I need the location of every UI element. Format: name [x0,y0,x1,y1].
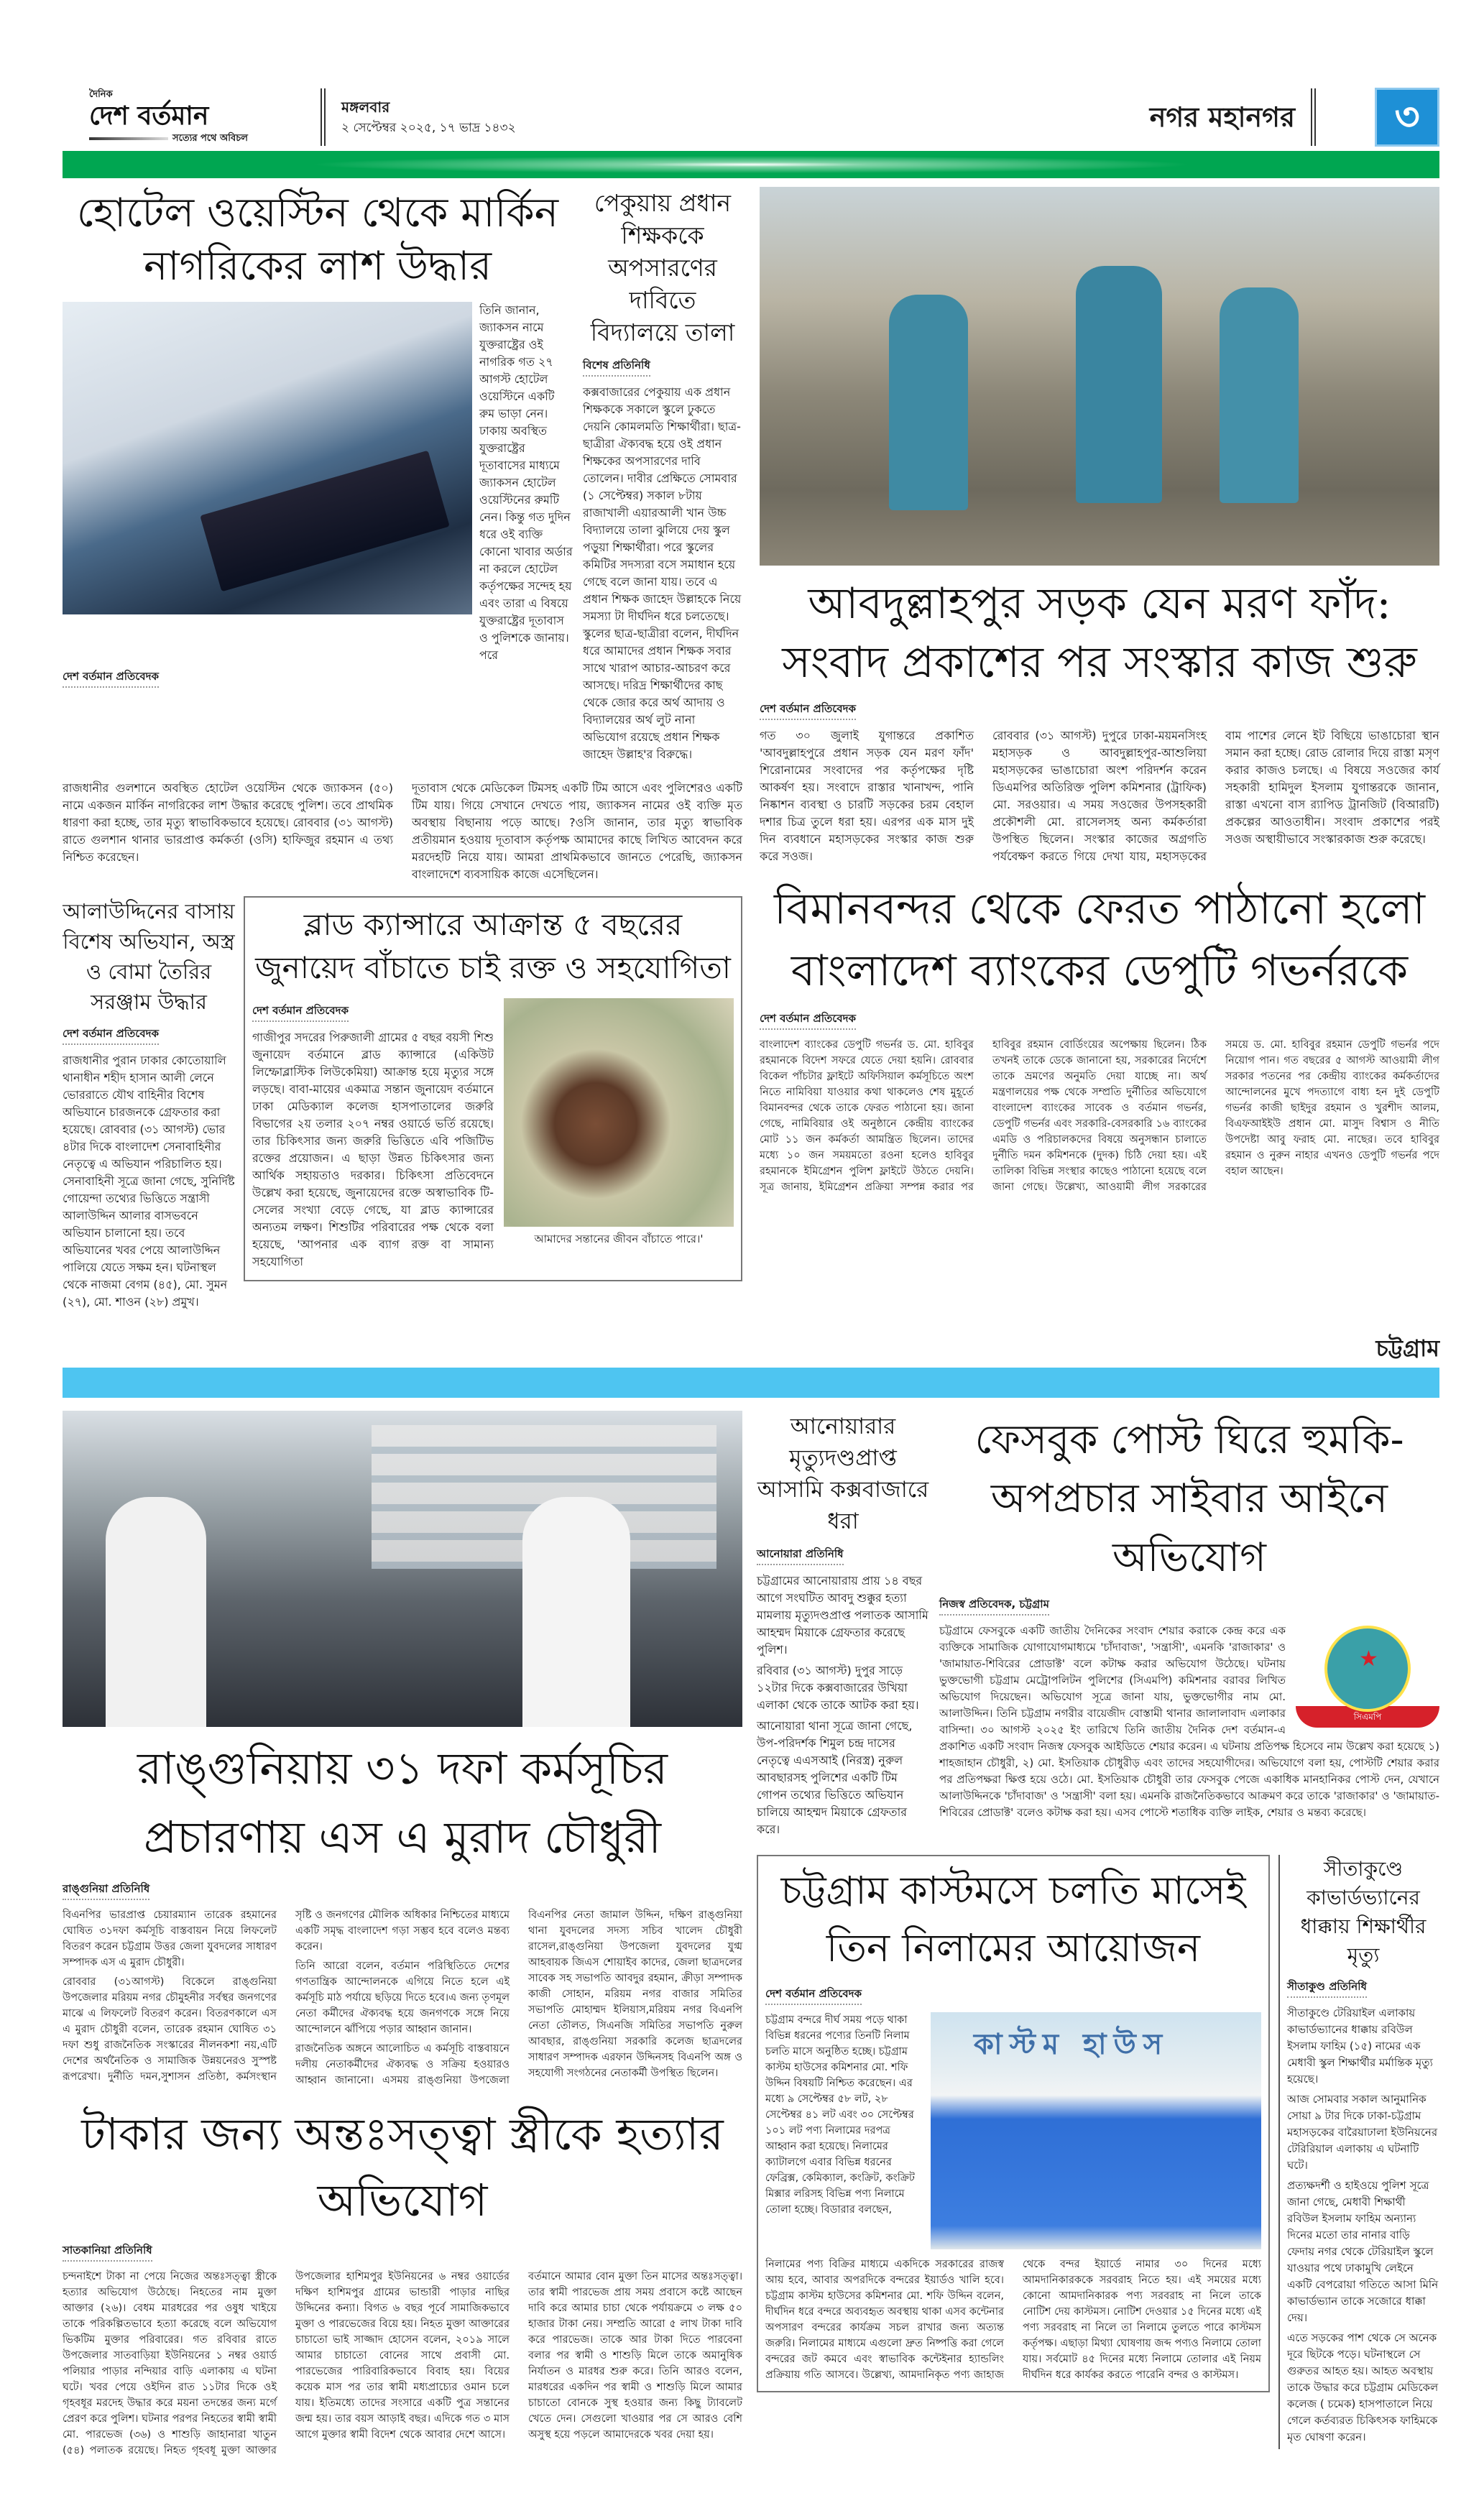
issue-info [341,96,1134,138]
pekua-byline: বিশেষ প্রতিনিধি [583,357,650,377]
rangunia-story [63,1734,742,2088]
pekua-story [583,187,742,767]
cmp-logo-ribbon: সিএমপি [1296,1706,1439,1728]
abdullahpur-headline[interactable]: আবদুল্লাহপুর সড়ক যেন মরণ ফাঁদ: সংবাদ প্রকাশের পর সংস্কার কাজ শুরু [782,579,1417,688]
paragraph: তিনি আরো বলেন, বর্তমান পরিস্থিতিতে দেশের গণতান্ত্রিক আন্দোলনকে এগিয়ে নিতে হলে এই কর্মসূচি মাঠ পর্যায়ে ছড়িয়ে দিতে হবে।এ জন্য তৃণমূল নেতা কর্মীদের ঐক্যবদ্ধ হয়ে জনগণকে সঙ্গে নিয়ে আন্দোলনে ঝাঁপিয়ে পড়ার আহ্বান জানান। [295,1960,510,2035]
paragraph: বাংলাদেশ ব্যাংকের ডেপুটি গভর্নর ড. মো. হাবিবুর রহমানকে বিদেশ সফরে যেতে দেয়া হয়নি। রোববার বিকেল পাঁচটার ফ্লাইটে অফিসিয়াল কর্মসূচিতে অংশ নিতে নামিবিয়া যাওয়ার কথা থাকলেও শেষ মুহূর্তে বিমানবন্দর থেকে তাকে ফেরত পাঠানো হয়। জানা গেছে, নামিবিয়ার ওই অনুষ্ঠানে কেন্দ্রীয় ব্যাংকের মোট ১১ জন কর্মকর্তা আমন্ত্রিত ছিলেন। তাদের মধ্যে ১০ জন সময়মতো রওনা হলেও হাবিবুর রহমানকে ইমিগ্রেশন পুলিশ ফ্লাইটে উঠতে দেয়নি। সূত্র জানায়, ইমিগ্রেশন প্রক্রিয়া সম্পন্ন করার পর হাবিবুর রহমান বোর্ডিংয়ের অপেক্ষায় ছিলেন। ঠিক তখনই তাকে ডেকে জানানো হয়, সরকারের নির্দেশে তাকে ভ্রমণের অনুমতি দেয়া যাচ্ছে না। অর্থ মন্ত্রণালয়ের পক্ষ থেকে সম্প্রতি দুর্নীতির অভিযোগে বাংলাদেশ ব্যাংকের সাবেক ও বর্তমান গভর্নর, ডেপুটি গভর্নর এবং সরকারি-বেসরকারি ১৬ ব্যাংকের এমডি ও পরিচালকদের বিষয়ে অনুসন্ধান চালাতে দুর্নীতি দমন কমিশনকে (দুদক) চিঠি দেয়া হয়। এই তালিকা বিভিন্ন সংস্থার কাছেও পাঠানো হয়েছে বলে জানা গেছে। উল্লেখ্য, আওয়ামী লীগ সরকারের সময়ে ড. মো. হাবিবুর রহমান ডেপুটি গভর্নর পদে নিয়োগ পান। গত বছরের ৫ আগস্ট আওয়ামী লীগ সরকার পতনের পর কেন্দ্রীয় ব্যাংকের কর্মকর্তাদের আন্দোলনের মুখে পদত্যাগে বাধ্য হন দুই ডেপুটি গভর্নর কাজী ছাইদুর রহমান ও খুরশীদ আলম, বিএফআইইউ প্রধান মো. মাসুদ বিশ্বাস ও নীতি উপদেষ্টা আবু ফরাহ মো. নাছের। তবে হাবিবুর রহমান ও নুরুন নাহার এখনও ডেপুটি গভর্নর পদে বহাল আছেন। [760,1039,1439,1193]
taka-body [63,2269,742,2459]
logo-name: দেশ বর্তমান [89,101,209,131]
paragraph: রাজধানীর পুরান ঢাকার কোতোয়ালি থানাধীন শহীদ হাসান আলী লেনে ভোররাতে যৌথ বাহিনীর বিশেষ অভিযানে চারজনকে গ্রেফতার করা হয়েছে। রোববার (৩১ আগস্ট) ভোর ৪টার দিকে বাংলাদেশ সেনাবাহিনীর নেতৃত্বে এ অভিযান পরিচালিত হয়। সেনাবাহিনী সূত্রে জানা গেছে, সুনির্দিষ্ট গোয়েন্দা তথ্যের ভিত্তিতে সন্ত্রাসী আলাউদ্দিন আলার বাসভবনে অভিযান চালানো হয়। তবে অভিযানের খবর পেয়ে আলাউদ্দিন পালিয়ে যেতে সক্ষম হন। ঘটনাস্থল থেকে নাজমা বেগম (৪৫), মো. সুমন (২৭), মো. শাওন (২৮) প্রমুখ। [63,1054,235,1309]
leaflet-distribution-photo [63,1411,742,1727]
cmp-police-logo [1296,1626,1439,1728]
people-figure [522,1497,630,1727]
paragraph: রাজধানীর গুলশানে অবস্থিত হোটেল ওয়েস্টিন থেকে জ্যাকসন (৫০) নামে একজন মার্কিন নাগরিকের লাশ উদ্ধার করেছে পুলিশ। তবে প্রাথমিক ধারণা করা হচ্ছে, তার মৃত্যু স্বাভাবিকভাবে হয়েছে। রোববার (৩১ আগস্ট) রাতে গুলশান থানার ভারপ্রাপ্ত কর্মকর্তা (ওসি) হাফিজুর রহমান এ তথ্য নিশ্চিত করেছেন। [63,781,393,864]
alauddin-headline[interactable]: আলাউদ্দিনের বাসায় বিশেষ অভিযান, অস্ত্র ও বোমা তৈরির সরঞ্জাম উদ্ধার [63,899,235,1014]
paragraph: চন্দনাইশে টাকা না পেয়ে নিজের অন্তঃসত্ত্বা স্ত্রীকে হত্যার অভিযোগ উঠেছে। নিহতের নাম মুক্তা আক্তার (২৬)। বেধম মারধরের পর ওষুধ খাইয়ে তাকে পরিকল্পিতভাবে হত্যা করেছে বলে অভিযোগ ভিকটিম মুক্তার পরিবারের। গত রবিবার রাতে উপজেলার সাতবাড়িয়া ইউনিয়নের ১ নম্বর ওয়ার্ড পলিয়ার পাড়ার নন্দিয়ার বাড়ি এলাকায় এ ঘটনা ঘটে। খবর পেয়ে ওইদিন রাত ১১টার দিকে ওই গৃহবধূর মরদেহ উদ্ধার করে ময়না তদন্তের জন্য মর্গে প্রেরণ করে পুলিশ। ঘটনার পরপর নিহতের স্বামী স্বামী মো. পারভেজ (৩৬) ও শাশুড়ি জাহানারা খাতুন (৫৪) পলাতক রয়েছে। নিহত গৃহবধূ মুক্তা আক্তার উপজেলার হাশিমপুর ইউনিয়নের ৬ নম্বর ওয়ার্ডের দক্ষিণ হাশিমপুর গ্রামের ভান্ডারী পাড়ার নাছির উদ্দিনের কন্যা। বিগত ৬ বছর পূর্বে সামাজিকভাবে মুক্তা ও পারভেজের বিয়ে হয়। নিহত মুক্তা আক্তারের চাচাতো ভাই সাজ্জাদ হোসেন বলেন, ২০১৯ সালে আমার চাচাতো বোনের সাথে প্রবাসী মো. পারভেজের পারিবারিকভাবে বিবাহ হয়। বিয়ের কয়েক মাস পর তার স্বামী মধ্যপ্রাচ্যের ওমান চলে যায়। ইতিমধ্যে তাদের সংসারে একটি পুত্র সন্তানের জন্ম হয়। তার বয়স আড়াই বছর। এদিকে গত ৩ মাস আগে মুক্তার স্বামী বিদেশ থেকে আবার দেশে আসে। [63,2271,510,2456]
pekua-headline[interactable]: পেকুয়ায় প্রধান শিক্ষককে অপসারণের দাবিতে বিদ্যালয়ে তালা [590,189,735,346]
road-inspection-photo [760,187,1439,566]
custom-house-photo [931,2012,1261,2249]
paragraph: গত ৩০ জুলাই যুগান্তরে প্রকাশিত 'আবদুল্লাহপুরে প্রধান সড়ক যেন মরণ ফাঁদ' শিরোনামের সংবাদের পর কর্তৃপক্ষের দৃষ্টি আকর্ষণ হয়। সংবাদে রাস্তার খানাখন্দ, পানি নিষ্কাশন ব্যবস্থা ও চারটি সড়কের চরম বেহাল দশার চিত্র তুলে ধরা হয়। এরপর এক মাস দুই দিন ব্যবধানে মহাসড়কের সংস্কার কাজ শুরু করে সওজ। [760,729,974,863]
anowara-byline: আনোয়ারা প্রতিনিধি [757,1546,844,1565]
bangladesh-bank-body [760,1037,1439,1195]
paragraph: দূতাবাস থেকে মেডিকেল টিমসহ একটি টিম আসে এবং পুলিশেরও একটি টিম যায়। গিয়ে সেখানে দেখতে পায়, জ্যাকসন নামের ওই ব্যক্তি মৃত অবস্থায় বিছানায় পড়ে আছে। ?ওসি জানান, তার মৃত্যু স্বাভাবিক প্রতীয়মান হওয়ায় দূতাবাস কর্তৃপক্ষ আমাদের কাছে লিখিত আবেদন করে মরদেহটি নিয়ে যায়। আমরা প্রাথমিকভাবে জানতে পেরেছি, জ্যাকসন বাংলাদেশে ব্যবসায়িক কাজে এসেছিলেন। [412,781,742,881]
paragraph: আনোয়ারা থানা সূত্রে জানা গেছে, উপ-পরিদর্শক শিমুল চন্দ্র দাসের নেতৃত্বে এএসআই (নিরস্ত্র) নুরুল আবছারসহ পুলিশের একটি টিম গোপন তথ্যের ভিত্তিতে অভিযান চালিয়ে আহম্মদ মিয়াকে গ্রেফতার করে। [757,1719,913,1836]
customs-box [757,1855,1270,2392]
masthead [89,86,1439,148]
blood-cancer-headline[interactable]: ব্লাড ক্যান্সারে আক্রান্ত ৫ বছরের জুনায়েদ বাঁচাতে চাই রক্ত ও সহযোগিতা [255,907,731,985]
westin-hotel-photo [63,302,472,614]
chattogram-section-bar [63,1368,1439,1398]
bottom-left-column [63,1411,742,2471]
masthead-divider [321,88,326,146]
westin-story [63,187,573,695]
child-photo-caption: আমাদের সন্তানের জীবন বাঁচাতে পারে।' [534,1232,704,1245]
paragraph: চট্টগ্রামে ফেসবুকে একটি জাতীয় দৈনিকের সংবাদ শেয়ার করাকে কেন্দ্র করে এক ব্যক্তিকে সামাজিক যোগাযোগমাধ্যমে 'চাঁদাবাজ', 'সন্ত্রাসী', এমনকি 'রাজাকার' ও 'জামায়াত-শিবিরের প্রোডাক্ট' বলে কটাক্ষ করার অভিযোগ উঠেছে। ঘটনায় ভুক্তভোগী চট্টগ্রাম মেট্রোপলিটন পুলিশের (সিএমপি) কমিশনার বরাবর লিখিত অভিযোগ দিয়েছেন। অভিযোগ সূত্রে জানা যায়, ভুক্তভোগীর নাম মো. আলাউদ্দিন। তিনি চট্টগ্রাম নগরীর বায়েজীদ বোস্তামী থানার জালালাবাদ এলাকার বাসিন্দা। ৩০ আগস্ট ২০২৫ ইং তারিখে তিনি জাতীয় দৈনিক দেশ বর্তমান-এ প্রকাশিত একটি সংবাদ নিজস্ব ফেসবুক আইডিতে শেয়ার করেন। এ ঘটনায় প্রতিপক্ষ হিসেবে নাম উল্লেখ করা হয়েছে ১) শাহজাহান চৌধুরী, ২) মো. ইসতিয়াক চৌধুরীড় এবং তাদের সহযোগীদের। অভিযোগে বলা হয়, পোস্টটি শেয়ার করার পর প্রতিপক্ষরা ক্ষিপ্ত হয়ে ওঠে। মো. ইসতিয়াক চৌধুরী তার ফেসবুক পেজে একাধিক মানহানিকর পোস্ট দেন, যেখানে আলাউদ্দিনকে 'চাঁদাবাজ' ও 'সন্ত্রাসী' বলা হয়। এমনকি রাজনৈতিকভাবে আক্রমণ করে তাকে 'রাজাকার' ও 'জামায়াত-শিবিরের প্রোডাক্ট' বলেও কটাক্ষ করা হয়। এসব পোস্টে শতাধিক ব্যক্তি লাইক, শেয়ার ও মন্তব্য করেছে। [939,1624,1439,1819]
westin-byline: দেশ বর্তমান প্রতিবেদক [63,668,159,688]
bangladesh-bank-headline[interactable]: বিমানবন্দর থেকে ফেরত পাঠানো হলো বাংলাদেশ ব্যাংকের ডেপুটি গভর্নরকে [773,884,1426,996]
rangunia-body [63,1907,742,2088]
blood-cancer-byline: দেশ বর্তমান প্রতিবেদক [252,1003,349,1022]
bangladesh-bank-story [760,878,1439,1195]
issue-date: ২ সেপ্টেম্বর ২০২৫, ১৭ ভাদ্র ১৪৩২ [341,121,516,135]
alauddin-byline: দেশ বর্তমান প্রতিবেদক [63,1026,159,1045]
abdullahpur-body [760,727,1439,865]
anowara-story [757,1411,929,1842]
paragraph: রাজনৈতিক অঙ্গনে আলোচিত এ কর্মসূচি বাস্তবায়নে দলীয় নেতাকর্মীদের ঐক্যবদ্ধ ও সক্রিয় হওয়ারও আহ্বান জানানো। এসময় রাঙ্গুনিয়া উপজেলা বিএনপির নেতা জামাল উদ্দিন, দক্ষিণ রাঙ্গুনিয়া থানা যুবদলের সদস্য সচিব খালেদ চৌধুরী রাসেল,রাঙ্গুনিয়া উপজেলা যুবদলের যুগ্ম আহবায়ক জিএস শোয়াইব কাদের, জেলা ছাত্রদলের সাবেক সহ সভাপতি আবদুর রহমান, ক্রীড়া সম্পাদক কাজী সোহান, মরিয়ম নগর বাজার সমিতির সভাপতি মোহাম্মদ ইলিয়াস,মরিয়ম নগর বিএনপি নেতা তৌলত, সিএনজি সমিতির সভাপতি নুরুল আবছার, রাঙ্গুনিয়া সরকারি কলেজ ছাত্রদলের সাধারণ সম্পাদক এরফান উদ্দিনসহ বিএনপি অঙ্গ ও সহযোগী সংগঠনের নেতাকর্মী উপস্থিত ছিলেন। [295,1909,742,2086]
customs-headline[interactable]: চট্টগ্রাম কাস্টমসে চলতি মাসেই তিন নিলামের আয়োজন [780,1868,1246,1971]
people-figure [106,1497,206,1727]
rangunia-byline: রাঙ্গুনিয়া প্রতিনিধি [63,1881,149,1900]
facebook-story [939,1411,1439,1825]
paragraph: আজ সোমবার সকাল আনুমানিক সোয়া ৯ টার দিকে ঢাকা-চট্টগ্রাম মহাসড়কের বারৈয়াঢালা ইউনিয়নের টেরিরিয়াল এলাকায় এ ঘটনাটি ঘটে। [1287,2093,1438,2172]
sitakunda-headline[interactable]: সীতাকুণ্ডে কাভার্ডভ্যানের ধাক্কায় শিক্ষার্থীর মৃত্যু [1300,1857,1427,1967]
bottom-right-column [757,1411,1439,2462]
sitakunda-byline: সীতাকুণ্ড প্রতিনিধি [1287,1978,1367,1998]
paragraph: চট্টগ্রামের আনোয়ারায় প্রায় ১৪ বছর আগে সংঘটিত আবদু শুক্কুর হত্যা মামলায় মৃত্যুদণ্ডপ্রাপ্ত পলাতক আসামি আহম্মদ মিয়াকে গ্রেফতার করেছে পুলিশ। [757,1574,928,1656]
facebook-byline: নিজস্ব প্রতিবেদক, চট্টগ্রাম [939,1596,1049,1616]
westin-body [63,780,742,883]
customs-byline: দেশ বর্তমান প্রতিবেদক [765,1986,862,2005]
alauddin-body [63,1052,235,1311]
top-right-column [760,187,1439,1208]
section-title: নগর মহানগর [1149,101,1295,133]
abdullahpur-byline: দেশ বর্তমান প্রতিবেদক [760,701,856,720]
taka-story [63,2101,742,2459]
taka-byline: সাতকানিয়া প্রতিনিধি [63,2242,152,2262]
paragraph: নিলামের পণ্য বিক্রির মাধ্যমে একদিকে সরকারের রাজস্ব আয় হবে, আবার অপরদিকে বন্দরের ইয়ার্ডও খালি হবে। চট্টগ্রাম কাস্টম হাউসের কমিশনার মো. শফি উদ্দিন বলেন, দীর্ঘদিন ধরে বন্দরে অব্যবহৃত অবস্থায় থাকা এসব কন্টেনার অপসারণ বন্দরের কার্যক্রম সচল রাখার জন্য অত্যন্ত জরুরি। নিলামের মাধ্যমে এগুলো দ্রুত নিষ্পত্তি করা গেলে বন্দরের জট কমবে এবং স্বাভাবিক কন্টেইনার হ্যান্ডলিং প্রক্রিয়ায় গতি আসবে। উল্লেখ্য, আমদানিকৃত পণ্য জাহাজ থেকে বন্দর ইয়ার্ডে নামার ৩০ দিনের মধ্যে আমদানিকারককে সরবরাহ নিতে হয়। এই সময়ের মধ্যে কোনো আমদানিকারক পণ্য সরবরাহ না নিলে তাকে নোটিশ দেয় কাস্টমস। নোটিশ দেওয়ার ১৫ দিনের মধ্যে এই পণ্য সরবরাহ না নিলে তা নিলামে তুলতে পারে কাস্টমস কর্তৃপক্ষ। এছাড়া মিথ্যা ঘোষণায় জব্দ পণ্যও নিলামে তোলা যায়। সর্বমোট ৪৫ দিনের মধ্যে নিলামে তোলার এই নিয়ম দীর্ঘদিন ধরে কার্যকর করতে পারেনি বন্দর ও কাস্টমস। [765,2259,1261,2381]
logo-daily-label: দৈনিক [89,89,113,100]
child-patient-photo [504,998,734,1227]
masthead-logo[interactable] [89,89,305,145]
cmp-logo-star: ★ [1359,1646,1378,1672]
westin-sign [200,451,450,592]
paragraph: সীতাকুণ্ডে টেরিয়াইল এলাকায় কাভার্ডভ্যানের ধাক্কায় রবিউল ইসলাম ফাহিম (১৫) নামের এক মেধাবী স্কুল শিক্ষার্থীর মর্মান্তিক মৃত্যু হয়েছে। [1287,2006,1433,2086]
cmp-logo-circle [1324,1626,1411,1712]
rangunia-headline[interactable]: রাঙ্গুনিয়ায় ৩১ দফা কর্মসূচির প্রচারণায় এস এ মুরাদ চৌধুরী [137,1742,668,1863]
anowara-body [757,1572,929,1838]
pekua-body [583,384,742,763]
taka-headline[interactable]: টাকার জন্য অন্তঃসত্ত্বা স্ত্রীকে হত্যার অভিযোগ [81,2108,724,2226]
paragraph: রবিবার (৩১ আগস্ট) দুপুর সাড়ে ১২টার দিকে কক্সবাজারের উখিয়া এলাকা থেকে তাকে আটক করা হয়। [757,1664,919,1712]
facebook-headline[interactable]: ফেসবুক পোস্ট ঘিরে হুমকি-অপপ্রচার সাইবার আইনে অভিযোগ [974,1416,1404,1581]
paragraph: রোববার (৩১আগস্ট) বিকেলে রাঙ্গুনিয়া উপজেলার মরিয়ম নগর চৌমুহনীর সর্বস্থর জনগণের মাঝে এ লিফলেট বিতরণ করেন। বিতরণকালে এস এ মুরাদ চৌধুরী বলেন, তারেক রহমান ঘোষিত ৩১ দফা শুধু রাজনৈতিক সংস্কারের নীলনকশা নয়,এটি দেশের অর্থনৈতিক ও সামাজিক উন্নয়নেরও সুস্পষ্ট রূপরেখা। দুর্নীতি দমন,সুশাসন প্রতিষ্ঠা, কর্মসংস্থান সৃষ্টি ও জনগণের মৌলিক অধিকার নিশ্চিতের মাধ্যমে একটি সমৃদ্ধ বাংলাদেশ গড়া সম্ভব হবে বলেও মন্তব্য করেন। [63,1909,510,2083]
facebook-body [939,1623,1439,1821]
paragraph: কক্সবাজারের পেকুয়ায় এক প্রধান শিক্ষককে সকালে স্কুলে ঢুকতে দেয়নি কোমলমতি শিক্ষার্থীরা। ছাত্র-ছাত্রীরা ঐক্যবদ্ধ হয়ে ওই প্রধান শিক্ষকের অপসারণের দাবি তোলেন। দাবীর প্রেক্ষিতে সোমবার (১ সেপ্টেম্বর) সকাল ৮টায় রাজাখালী এয়ারআলী খান উচ্চ বিদ্যালয়ে তালা ঝুলিয়ে দেয় স্কুল পড়ুয়া শিক্ষার্থীরা। পরে স্কুলের কমিটির সদস্যরা বসে সমাধান হয়ে গেছে বলে জানা যায়। তবে এ প্রধান শিক্ষক জাহেদ উল্লাহকে নিয়ে সমস্যা টা দীর্ঘদিন ধরে চলতেছে। স্কুলের ছাত্র-ছাত্রীরা বলেন, দীর্ঘদিন ধরে আমাদের প্রধান শিক্ষক সবার সাথে খারাপ আচার-আচরণ করে আসছে। দরিদ্র শিক্ষার্থীদের কাছ থেকে জোর করে অর্থ আদায় ও বিদ্যালয়ের অর্থ লুট নানা অভিযোগ রয়েছে প্রধান শিক্ষক জাহেদ উল্লাহ'র বিরুদ্ধে। [583,385,742,761]
custom-house-sign: কাস্টম হাউস [974,2028,1170,2061]
paragraph: বর্তমানে আমার বোন মুক্তা তিন মাসের অন্তঃসত্ত্বা। তার স্বামী পারভেজ প্রায় সময় প্রবাসে কষ্টে আছেন দাবি করে আমার চাচা থেকে পর্যায়ক্রমে ৩ লক্ষ ৫০ হাজার টাকা নেয়। সম্প্রতি আরো ৫ লাখ টাকা দাবি করে পারভেজ। তাকে আর টাকা দিতে পারবেনা বলার পর স্বামী ও শাশুড়ি মিলে তাকে অমানুষিক নির্যাতন ও মারধর শুরু করে। তিনি আরও বলেন, মারধরের একদিন পর স্বামী ও শাশুড়ি মিলে আমার চাচাতো বোনকে সুস্থ হওয়ার জন্য কিছু ট্যাবলেট খেতে দেন। সেগুলো খাওয়ার পর সে আরও বেশি অসুস্থ হয়ে পড়লে আমাদেরকে খবর দেয়া হয়। [528,2271,742,2441]
section-divider [1311,88,1316,146]
anowara-headline[interactable]: আনোয়ারার মৃত্যুদণ্ডপ্রাপ্ত আসামি কক্সবাজারে ধরা [757,1414,929,1534]
sitakunda-story [1278,1855,1439,2449]
logo-tagline: সত্যের পথে অবিচল [172,133,248,144]
paragraph: প্রত্যক্ষদর্শী ও হাইওয়ে পুলিশ সূত্রে জানা গেছে, মেধাবী শিক্ষার্থী রবিউল ইসলাম ফাহিম অন্যান্য দিনের মতো তার নানার বাড়ি ফেদায় নগর থেকে টেরিয়াইল স্কুলে যাওয়ার পথে ঢাকামুখি লেইনে একটি বেপরোয়া গতিতে আসা মিনি কাভার্ডভ্যান তাকে সজোরে ধাক্কা দেয়। [1287,2179,1439,2324]
customs-side-column: চট্টগ্রাম বন্দরে দীর্ঘ সময় পড়ে থাকা বিভিন্ন ধরনের পণ্যের তিনটি নিলাম চলতি মাসে অনুষ্ঠিত হচ্ছে। চট্টগ্রাম কাস্টম হাউসের কমিশনার মো. শফি উদ্দিন বিষয়টি নিশ্চিত করেছেন। এর মধ্যে ৯ সেপ্টেম্বর ৫৮ লট, ২৮ সেপ্টেম্বর ৪১ লট এবং ৩০ সেপ্টেম্বর ১০১ লট পণ্য নিলামের দরপত্র আহ্বান করা হয়েছে। নিলামের ক্যাটালগে এবার বিভিন্ন ধরনের ফেব্রিক্স, কেমিক্যাল, কংক্রিট, কংক্রিট মিক্সার লরিসহ বিভিন্ন পণ্য নিলামে তোলা হচ্ছে। বিডারার বলছেন, [765,2014,915,2216]
paragraph: গাজীপুর সদরের পিরুজালী গ্রামের ৫ বছর বয়সী শিশু জুনায়েদ বর্তমানে ব্লাড ক্যান্সারে (একিউট লিম্ফোব্লাস্টিক লিউকেমিয়া) আক্রান্ত হয়ে মৃত্যুর সঙ্গে লড়ছে। বাবা-মায়ের একমাত্র সন্তান জুনায়েদ বর্তমানে ঢাকা মেডিক্যাল কলেজ হাসপাতালের জরুরি বিভাগের ২য় তলার ২০৭ নম্বর ওয়ার্ডে ভর্তি রয়েছে। তার চিকিৎসার জন্য জরুরি ভিত্তিতে এবি পজিটিভ রক্তের প্রয়োজন। এ ছাড়া উন্নত চিকিৎসার জন্য আর্থিক সহায়তাও দরকার। চিকিৎসা প্রতিবেদনে উল্লেখ করা হয়েছে, জুনায়েদের রক্তে অস্বাভাবিক টি-সেলের সংখ্যা বেড়ে গেছে, যা ব্লাড ক্যান্সারের অন্যতম লক্ষণ। শিশুটির পরিবারের পক্ষ থেকে বলা হয়েছে, 'আপনার এক ব্যাগ রক্ত বা সামান্য সহযোগিতা [252,1031,494,1268]
officers-figure [889,295,968,510]
logo-underline [89,137,168,140]
bottom-section [63,1411,1439,2471]
paragraph: বিএনপির ভারপ্রাপ্ত চেয়ারম্যান তারেক রহমানের ঘোষিত ৩১দফা কর্মসূচি বাস্তবায়ন নিয়ে লিফলেট বিতরণ করেন চট্টগ্রাম উত্তর জেলা যুবদলের সাধারণ সম্পাদক এস এ মুরাদ চৌধুরী। [63,1909,277,1968]
officers-figure [1076,266,1162,503]
westin-side-column: তিনি জানান, জ্যাকসন নামে যুক্তরাষ্ট্রের ওই নাগরিক গত ২৭ আগস্ট হোটেল ওয়েস্টিনে একটি রুম ভাড়া নেন। ঢাকায় অবস্থিত যুক্তরাষ্ট্রের দূতাবাসের মাধ্যমে জ্যাকসন হোটেল ওয়েস্টিনের রুমটি নেন। কিন্তু গত দুদিন ধরে ওই ব্যক্তি কোনো খাবার অর্ডার না করলে হোটেল কর্তৃপক্ষের সন্দেহ হয় এবং তারা এ বিষয়ে যুক্তরাষ্ট্রের দূতাবাস ও পুলিশকে জানায়। পরে [479,303,573,662]
top-section [63,187,1439,1327]
paragraph: এতে সড়কের পাশ থেকে সে অনেক দূরে ছিটকে পড়ে। ঘটনাস্থলে সে গুরুতর আহত হয়। আহত অবস্থায় তাকে উদ্ধার করে চট্টগ্রাম মেডিকেল কলেজ ( চমেক) হাসপাতালে নিয়ে গেলে কর্তব্যরত চিকিৎসক ফাহিমকে মৃত ঘোষণা করেন। [1287,2331,1439,2443]
newspaper-page [63,0,1439,2493]
page-number-badge [1375,88,1439,147]
issue-day: মঙ্গলবার [341,98,390,116]
abdullahpur-story [760,574,1439,865]
bangladesh-bank-byline: দেশ বর্তমান প্রতিবেদক [760,1010,856,1030]
top-left-column [63,187,742,1327]
paragraph: রোববার (৩১ আগস্ট) দুপুরে ঢাকা-ময়মনসিংহ মহাসড়ক ও আবদুল্লাহপুর-আশুলিয়া মহাসড়কের ভাঙাচোরা অংশ পরিদর্শন করেন ডিএমপির অতিরিক্ত পুলিশ কমিশনার (ট্রাফিক) মো. সরওয়ার। এ সময় সওজের উপসহকারী প্রকৌশলী মো. রাসেলসহ অন্য কর্মকর্তারা উপস্থিত ছিলেন। সংস্কার কাজের অগ্রগতি পর্যবেক্ষণ করতে গিয়ে দেখা যায়, মহাসড়কের বাম পাশের লেনে ইট বিছিয়ে ভাঙাচোরা স্থান সমান করা হচ্ছে। রোড রোলার দিয়ে রাস্তা মসৃণ করার কাজও চলছে। এ বিষয়ে সওজের কার্য সহকারী হামিদুল ইসলাম যুগান্তরকে জানান, রাস্তা এখনো বাস র‍্যাপিড ট্রানজিট (বিআরটি) প্রকল্পের আওতাধীন। সংবাদ প্রকাশের পরই সওজ অস্থায়ীভাবে সংস্কারকাজ শুরু করেছে। [992,729,1439,863]
officers-figure [1220,287,1299,503]
chattogram-section-label: চট্টগ্রাম [1375,1335,1439,1362]
alauddin-story [63,896,235,1314]
sitakunda-body [1287,2005,1439,2446]
blood-cancer-body [252,1029,494,1271]
customs-body [765,2257,1261,2385]
page-number: ৩ [1394,94,1420,139]
blood-cancer-box [244,896,742,1281]
green-banner [63,151,1439,178]
westin-headline[interactable]: হোটেল ওয়েস্টিন থেকে মার্কিন নাগরিকের লাশ উদ্ধার [76,190,559,290]
